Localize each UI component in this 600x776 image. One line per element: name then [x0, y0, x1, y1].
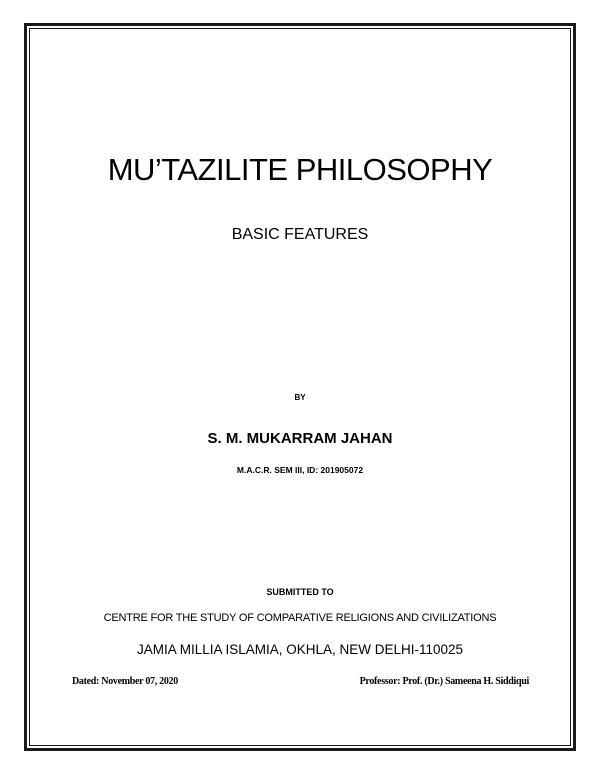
document-subtitle: BASIC FEATURES: [231, 226, 369, 243]
department-name: CENTRE FOR THE STUDY OF COMPARATIVE RELIGIONS AND CIVILIZATIONS: [103, 612, 497, 624]
by-label: BY: [294, 393, 306, 402]
professor-line: Professor: Prof. (Dr.) Sameena H. Siddiqui: [359, 676, 529, 687]
document-title: MU’TAZILITE PHILOSOPHY: [107, 152, 493, 187]
submitted-to-label: SUBMITTED TO: [266, 587, 334, 597]
author-details: M.A.C.R. SEM III, ID: 201905072: [236, 465, 364, 475]
university-address: JAMIA MILLIA ISLAMIA, OKHLA, NEW DELHI-110025: [136, 642, 464, 657]
author-name: S. M. MUKARRAM JAHAN: [207, 430, 393, 447]
date-line: Dated: November 07, 2020: [72, 676, 178, 687]
page-border-inner: [29, 28, 571, 746]
